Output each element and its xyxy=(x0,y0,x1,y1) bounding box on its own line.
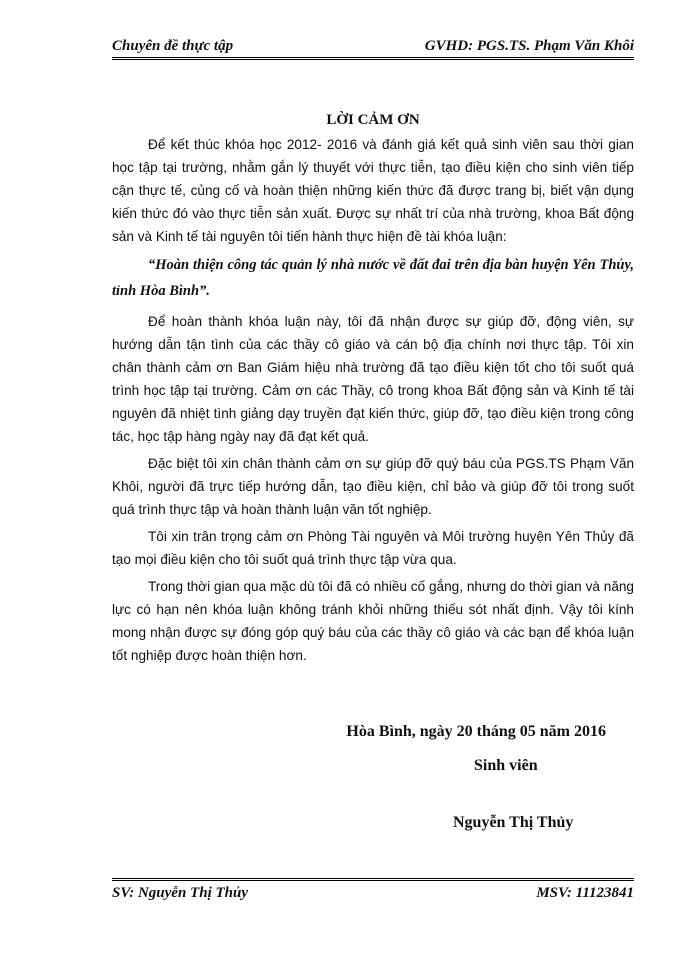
paragraph-thanks-advisor: Đặc biệt tôi xin chân thành cảm ơn sự giúp đỡ quý báu của PGS.TS Phạm Văn Khôi, người đã trực tiếp hướng dẫn, tạo điều kiện, chỉ bảo và giúp đỡ tôi trong suốt quá trình thực tập và hoàn thành luận văn tốt nghiệp. xyxy=(112,456,634,517)
paragraph-closing: Trong thời gian qua mặc dù tôi đã có nhiều cố gắng, nhưng do thời gian và năng lực có hạn nên khóa luận không tránh khỏi những thiếu sót nhất định. Vậy tôi kính mong nhận được sự đóng góp quý báu của các thầy cô giáo và các bạn để khóa luận tốt nghiệp được hoàn thiện hơn. xyxy=(112,579,634,663)
signature-role: Sinh viên xyxy=(474,757,538,774)
thesis-topic: “Hoàn thiện công tác quản lý nhà nước về đất đai trên địa bàn huyện Yên Thủy, tỉnh Hòa Bình”. xyxy=(112,257,634,299)
paragraph-thanks-office: Tôi xin trân trọng cảm ơn Phòng Tài nguyên và Môi trường huyện Yên Thủy đã tạo mọi điều kiện cho tôi suốt quá trình thực tập vừa qua. xyxy=(112,529,634,567)
footer-right: MSV: 11123841 xyxy=(536,885,634,901)
signature-date: Hòa Bình, ngày 20 tháng 05 năm 2016 xyxy=(346,723,606,740)
paragraph-intro: Để kết thúc khóa học 2012- 2016 và đánh giá kết quả sinh viên sau thời gian học tập tại trường, nhằm gắn lý thuyết với thực tiễn, tạo điều kiện cho sinh viên tiếp cận thực tế, củng cố và hoàn thiện những kiến thức đã được trang bị, biết vận dụng kiến thức đó vào thực tiễn sản xuất. Được sự nhất trí của nhà trường, khoa Bất động sản và Kinh tế tài nguyên tôi tiến hành thực hiện đề tài khóa luận: xyxy=(112,137,634,244)
page-title: LỜI CẢM ƠN xyxy=(326,112,420,128)
paragraph-thanks-school: Để hoàn thành khóa luận này, tôi đã nhận được sự giúp đỡ, động viên, sự hướng dẫn tận tình của các thầy cô giáo và cán bộ địa chính nơi thực tập. Tôi xin chân thành cảm ơn Ban Giám hiệu nhà trường đã tạo điều kiện tốt cho tôi suốt quá trình học tập tại trường. Cảm ơn các Thầy, cô trong khoa Bất động sản và Kinh tế tài nguyên đã nhiệt tình giảng dạy truyền đạt kiến thức, giúp đỡ, tạo điều kiện trong công tác, học tập hàng ngày nay đã đạt kết quả. xyxy=(112,314,634,444)
page-content xyxy=(112,112,634,671)
page-header xyxy=(112,38,634,60)
page-footer xyxy=(112,878,634,902)
header-left: Chuyên đề thực tập xyxy=(112,38,234,54)
signature-name: Nguyễn Thị Thủy xyxy=(453,814,574,831)
footer-left: SV: Nguyễn Thị Thủy xyxy=(112,885,248,901)
header-right: GVHD: PGS.TS. Phạm Văn Khôi xyxy=(424,38,634,54)
